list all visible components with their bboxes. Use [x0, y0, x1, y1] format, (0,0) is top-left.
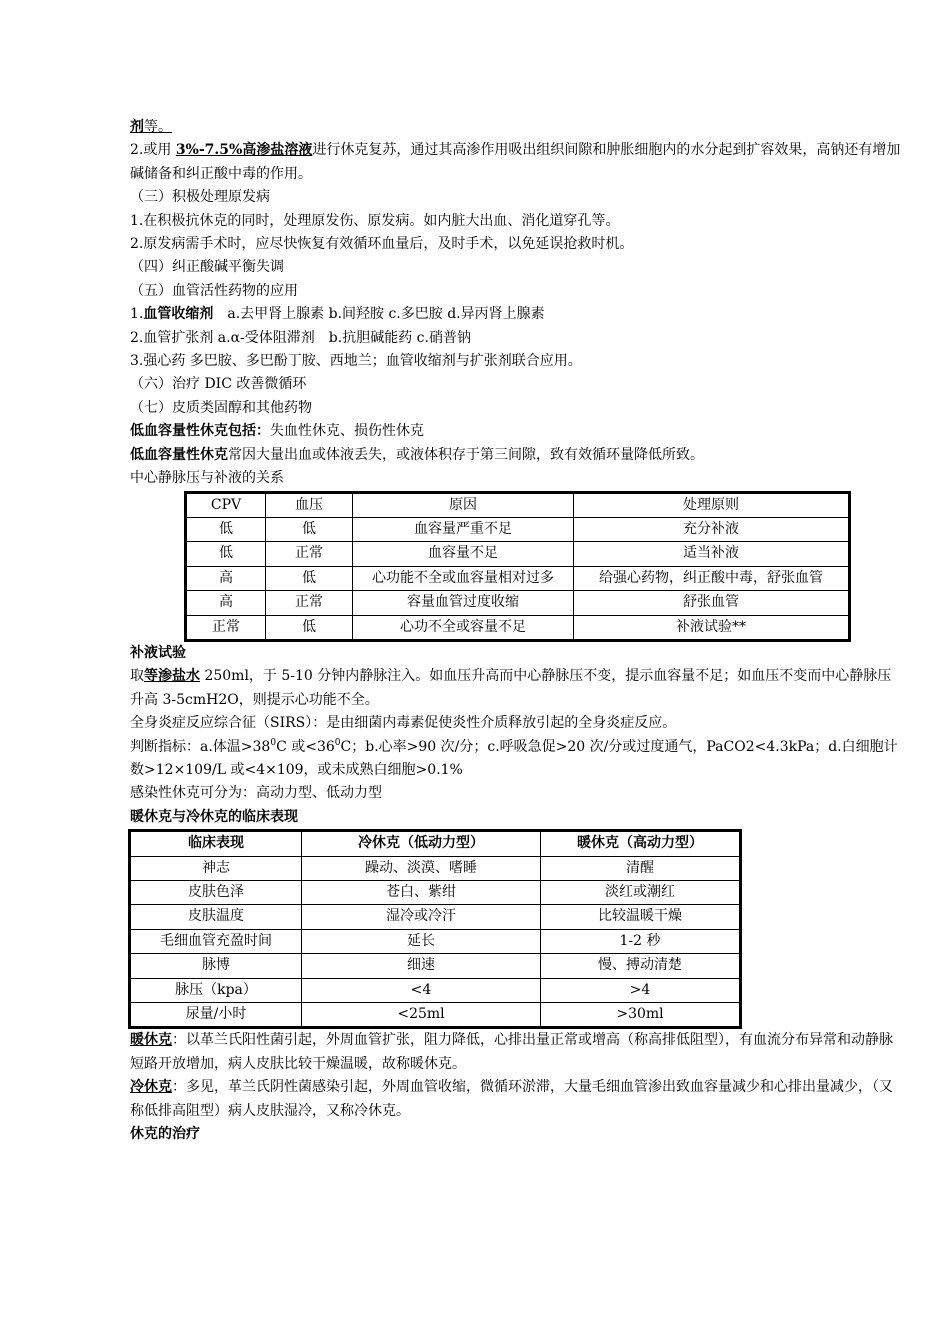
- table-cell: 低: [266, 517, 353, 541]
- hypovolemic-types-body: 失血性休克、损伤性休克: [270, 423, 424, 440]
- shock-table-title: 暖休克与冷休克的临床表现: [130, 808, 298, 825]
- table-row: [186, 542, 850, 566]
- hypovolemic-types-term: 低血容量性休克包括：: [130, 423, 270, 440]
- table-header-row: [186, 492, 850, 517]
- table-cell: 低: [186, 542, 266, 566]
- table-cell: 清醒: [541, 856, 741, 880]
- septic-shock-types: 感染性休克可分为：高动力型、低动力型: [130, 785, 382, 802]
- cold-shock-term: 冷休克: [130, 1079, 172, 1096]
- paragraph-prefix: 2.或用: [130, 142, 176, 159]
- table-row: [130, 954, 741, 978]
- table-cell: 补液试验**: [574, 615, 850, 640]
- header-cell: 原因: [353, 492, 574, 517]
- fluid-test-paragraph: [130, 665, 905, 712]
- table-row: [186, 591, 850, 615]
- vasoconstrictor-term: 血管收缩剂: [143, 306, 214, 323]
- table-row: [130, 905, 741, 929]
- table-cell: <25ml: [302, 1003, 541, 1028]
- fluid-test-title: 补液试验: [130, 644, 186, 661]
- table-cell: 脉博: [130, 954, 302, 978]
- fluid-test-prefix: 取: [130, 668, 144, 685]
- superscript: 0: [270, 737, 277, 748]
- section-3-item-1: 1.在积极抗休克的同时，处理原发伤、原发病。如内脏大出血、消化道穿孔等。: [130, 212, 620, 229]
- table-cell: >4: [541, 978, 741, 1002]
- table-cell: 皮肤温度: [130, 905, 302, 929]
- isotonic-saline-term: 等渗盐水: [144, 668, 200, 685]
- table-cell: 皮肤色泽: [130, 881, 302, 905]
- hypovolemic-term: 低血容量性休克: [130, 446, 228, 463]
- table-row: [130, 881, 741, 905]
- section-5-item-2: 2.血管扩张剂 a.α-受体阻滞剂 b.抗胆碱能药 c.硝普钠: [130, 329, 471, 346]
- table-cell: 正常: [266, 591, 353, 615]
- criteria-part: C；b.心率>90 次/分；c.呼吸急促>20 次/分或过度通气，PaCO2<4.3kPa；d.白细胞计数>12×109/L 或<4×109，或未成熟白细胞>0.1%: [130, 738, 898, 778]
- warm-shock-term: 暖休克: [130, 1032, 172, 1049]
- sirs-criteria: [130, 736, 905, 783]
- header-cell: 冷休克（低动力型）: [302, 831, 541, 856]
- table-cell: 适当补液: [574, 542, 850, 566]
- intro-fragment: 等。: [144, 119, 172, 135]
- shock-treatment-title: 休克的治疗: [130, 1126, 200, 1143]
- item-number: 1.: [130, 306, 144, 323]
- table-row: [186, 566, 850, 590]
- table-cell: 容量血管过度收缩: [353, 591, 574, 615]
- section-7-title: （七）皮质类固醇和其他药物: [130, 399, 312, 416]
- intro-line-0: [130, 116, 905, 139]
- table-cell: 心功不全或容量不足: [353, 615, 574, 640]
- table-cell: 正常: [186, 615, 266, 640]
- cold-shock-paragraph: [130, 1076, 905, 1123]
- hypovolemic-definition-body: 常因大量出血或体液丢失，或液体积存于第三间隙，致有效循环量降低所致。: [228, 446, 704, 463]
- table-cell: 躁动、淡漠、嗜睡: [302, 856, 541, 880]
- header-cell: 血压: [266, 492, 353, 517]
- criteria-part: 判断指标：a.体温>38: [130, 738, 271, 755]
- table-cell: 充分补液: [574, 517, 850, 541]
- section-3-item-2: 2.原发病需手术时，应尽快恢复有效循环血量后，及时手术，以免延误抢救时机。: [130, 236, 634, 253]
- table-header-row: [130, 831, 741, 856]
- table-cell: 血容量严重不足: [353, 517, 574, 541]
- table-cell: 脉压（kpa）: [130, 978, 302, 1002]
- table-cell: 慢、搏动清楚: [541, 954, 741, 978]
- section-5-title: （五）血管活性药物的应用: [130, 282, 298, 299]
- cvp-fluid-table: [184, 491, 851, 642]
- table-cell: 血容量不足: [353, 542, 574, 566]
- section-6-title: （六）治疗 DIC 改善微循环: [130, 376, 307, 393]
- hypertonic-saline-paragraph: [130, 139, 905, 186]
- table-cell: 延长: [302, 929, 541, 953]
- header-cell: 处理原则: [574, 492, 850, 517]
- superscript: 0: [334, 737, 341, 748]
- warm-shock-body: ：以革兰氏阳性菌引起，外周血管扩张，阻力降低，心排出量正常或增高（称高排低阻型），有血流分布异常和动静脉短路开放增加，病人皮肤比较干燥温暖，故称暖休克。: [130, 1032, 893, 1072]
- cold-shock-body: ：多见，革兰氏阴性菌感染引起，外周血管收缩，微循环淤滞，大量毛细血管渗出致血容量减少和心排出量减少，（又称低排高阻型）病人皮肤湿冷，又称冷休克。: [130, 1079, 893, 1119]
- warm-shock-paragraph: [130, 1029, 905, 1076]
- table-row: [186, 615, 850, 640]
- table-row: [130, 1003, 741, 1028]
- table-cell: 细速: [302, 954, 541, 978]
- hypovolemic-definition: [130, 444, 905, 467]
- table-cell: <4: [302, 978, 541, 1002]
- table-cell: 苍白、紫绀: [302, 881, 541, 905]
- item-body: a.去甲肾上腺素 b.间羟胺 c.多巴胺 d.异丙肾上腺素: [213, 306, 545, 323]
- table-cell: 神志: [130, 856, 302, 880]
- table-cell: >30ml: [541, 1003, 741, 1028]
- intro-bold-fragment: 剂: [130, 119, 144, 135]
- header-cell: 暖休克（高动力型）: [541, 831, 741, 856]
- table-cell: 毛细血管充盈时间: [130, 929, 302, 953]
- table-cell: 正常: [266, 542, 353, 566]
- table-row: [186, 517, 850, 541]
- table-cell: 高: [186, 591, 266, 615]
- fluid-test-body: 250ml，于 5-10 分钟内静脉注入。如血压升高而中心静脉压不变，提示血容量不足；如血压不变而中心静脉压升高 3-5cmH2O，则提示心功能不全。: [130, 668, 892, 708]
- criteria-part: C 或<36: [276, 738, 335, 755]
- table-cell: 低: [266, 615, 353, 640]
- section-4-title: （四）纠正酸碱平衡失调: [130, 259, 284, 276]
- table-row: [130, 856, 741, 880]
- document-page: [130, 116, 905, 1146]
- table-row: [130, 929, 741, 953]
- header-cell: 临床表现: [130, 831, 302, 856]
- table-cell: 比较温暖干燥: [541, 905, 741, 929]
- table-cell: 低: [266, 566, 353, 590]
- table-cell: 高: [186, 566, 266, 590]
- table-row: [130, 978, 741, 1002]
- section-5-item-3: 3.强心药 多巴胺、多巴酚丁胺、西地兰；血管收缩剂与扩张剂联合应用。: [130, 353, 582, 370]
- table-cell: 湿冷或冷汗: [302, 905, 541, 929]
- warm-cold-shock-table: [128, 829, 742, 1029]
- sirs-definition: 全身炎症反应综合征（SIRS）：是由细菌内毒素促使炎性介质释放引起的全身炎症反应。: [130, 715, 677, 732]
- hypovolemic-types: [130, 420, 905, 443]
- header-cell: CPV: [186, 492, 266, 517]
- paragraph-body: 进行休克复苏，通过其高渗作用吸出组织间隙和肿胀细胞内的水分起到扩容效果，高钠还有增加碱储备和纠正酸中毒的作用。: [130, 142, 901, 182]
- table-cell: 心功能不全或血容量相对过多: [353, 566, 574, 590]
- section-5-item-1: [130, 303, 905, 326]
- table-cell: 给强心药物，纠正酸中毒，舒张血管: [574, 566, 850, 590]
- table-cell: 舒张血管: [574, 591, 850, 615]
- table-cell: 淡红或潮红: [541, 881, 741, 905]
- table-cell: 低: [186, 517, 266, 541]
- section-3-title: （三）积极处理原发病: [130, 189, 270, 206]
- hypertonic-saline-term: 3%-7.5%高渗盐溶液: [175, 142, 313, 159]
- table-cell: 1-2 秒: [541, 929, 741, 953]
- table-cell: 尿量/小时: [130, 1003, 302, 1028]
- cvp-table-caption: 中心静脉压与补液的关系: [130, 470, 284, 487]
